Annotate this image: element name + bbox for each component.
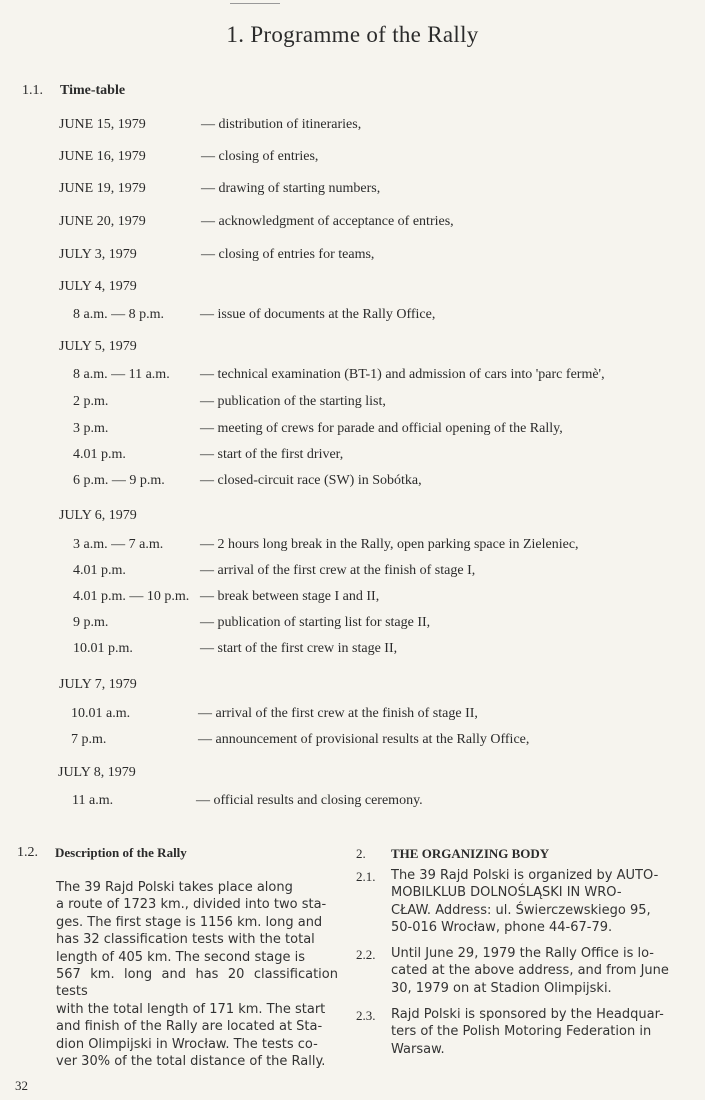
item-number: 2.3. [356,1008,376,1023]
event: — publication of the starting list, [200,394,386,409]
text-line: has 32 classification tests with the total [56,932,315,948]
time: 11 a.m. [72,793,114,808]
event: — publication of starting list for stage II, [200,615,431,630]
event: — arrival of the first crew at the finish of stage II, [198,706,478,721]
time: 9 p.m. [73,615,109,630]
event: — start of the first driver, [200,447,344,462]
time: 4.01 p.m. — 10 p.m. [73,589,190,604]
section-number: 1.1. [22,83,43,98]
section-heading: Time-table [60,83,126,98]
text-line: Warsaw. [391,1041,445,1057]
event: — break between stage I and II, [200,589,380,604]
day-heading: JULY 4, 1979 [59,279,137,294]
page-title: 1. Programme of the Rally [226,22,479,47]
text-line: 30, 1979 on at Stadion Olimpijski. [391,980,612,996]
text-line: 567 km. long and has 20 classification tests [56,967,338,1000]
day-heading: JULY 6, 1979 [59,508,137,523]
time: 2 p.m. [73,394,109,409]
text-line: length of 405 km. The second stage is [56,949,306,965]
time: 3 a.m. — 7 a.m. [73,537,164,552]
date: JUNE 19, 1979 [59,181,146,196]
event: — drawing of starting numbers, [201,181,381,196]
text-line: cated at the above address, and from June [391,963,669,979]
text-line: CŁAW. Address: ul. Świerczewskiego 95, [391,902,651,918]
description-paragraph [56,879,338,1070]
time: 8 a.m. — 11 a.m. [73,367,170,382]
text-line: Rajd Polski is sponsored by the Headquar- [391,1007,664,1022]
time: 6 p.m. — 9 p.m. [73,473,165,488]
section-heading: THE ORGANIZING BODY [391,846,550,861]
text-line: a route of 1723 km., divided into two sta- [56,897,327,913]
text-line: MOBILKLUB DOLNOŚLĄSKI IN WRO- [391,885,622,901]
item-number: 2.1. [356,869,376,884]
time: 10.01 a.m. [71,706,131,721]
event: — 2 hours long break in the Rally, open parking space in Zieleniec, [200,537,579,552]
time: 4.01 p.m. [73,447,126,462]
day-heading: JULY 7, 1979 [59,677,137,692]
item-number: 2.2. [356,947,376,962]
day-heading: JULY 8, 1979 [58,765,136,780]
date: JUNE 20, 1979 [59,214,146,229]
organizing-item [391,945,681,997]
date: JUNE 16, 1979 [59,149,146,164]
page-number: 32 [15,1078,28,1093]
text-line: with the total length of 171 km. The start [56,1001,326,1017]
text-line: ges. The first stage is 1156 km. long and [56,914,323,930]
event: — distribution of itineraries, [201,117,362,132]
event: — start of the first crew in stage II, [200,641,398,656]
organizing-item [391,1006,681,1058]
event: — official results and closing ceremony. [196,793,423,808]
event: — closing of entries for teams, [201,247,375,262]
event: — meeting of crews for parade and official opening of the Rally, [200,421,563,436]
text-line: 50-016 Wrocław, phone 44-67-79. [391,920,613,936]
event: — announcement of provisional results at the Rally Office, [198,732,530,747]
text-line: Until June 29, 1979 the Rally Office is lo- [391,946,654,961]
section-number: 2. [356,846,366,861]
time: 10.01 p.m. [73,641,133,656]
text-line: ters of the Polish Motoring Federation in [391,1024,652,1040]
text-line: ver 30% of the total distance of the Rally. [56,1054,326,1070]
text-line: and finish of the Rally are located at Sta- [56,1019,323,1035]
section-heading: Description of the Rally [55,845,187,860]
time: 8 a.m. — 8 p.m. [73,307,164,322]
organizing-item [391,867,681,937]
date: JULY 3, 1979 [59,247,137,262]
time: 4.01 p.m. [73,563,126,578]
section-number: 1.2. [17,845,38,860]
time: 7 p.m. [71,732,107,747]
event: — arrival of the first crew at the finish of stage I, [200,563,476,578]
top-rule [230,3,280,4]
event: — closing of entries, [201,149,319,164]
text-line: The 39 Rajd Polski is organized by AUTO- [391,868,659,883]
event: — technical examination (BT-1) and admission of cars into 'parc fermè', [200,367,605,382]
event: — acknowledgment of acceptance of entries, [201,214,454,229]
time: 3 p.m. [73,421,109,436]
event: — closed-circuit race (SW) in Sobótka, [200,473,422,488]
event: — issue of documents at the Rally Office, [200,307,436,322]
text-line: The 39 Rajd Polski takes place along [56,880,293,895]
date: JUNE 15, 1979 [59,117,146,132]
day-heading: JULY 5, 1979 [59,339,137,354]
text-line: dion Olimpijski in Wrocław. The tests co- [56,1036,318,1052]
